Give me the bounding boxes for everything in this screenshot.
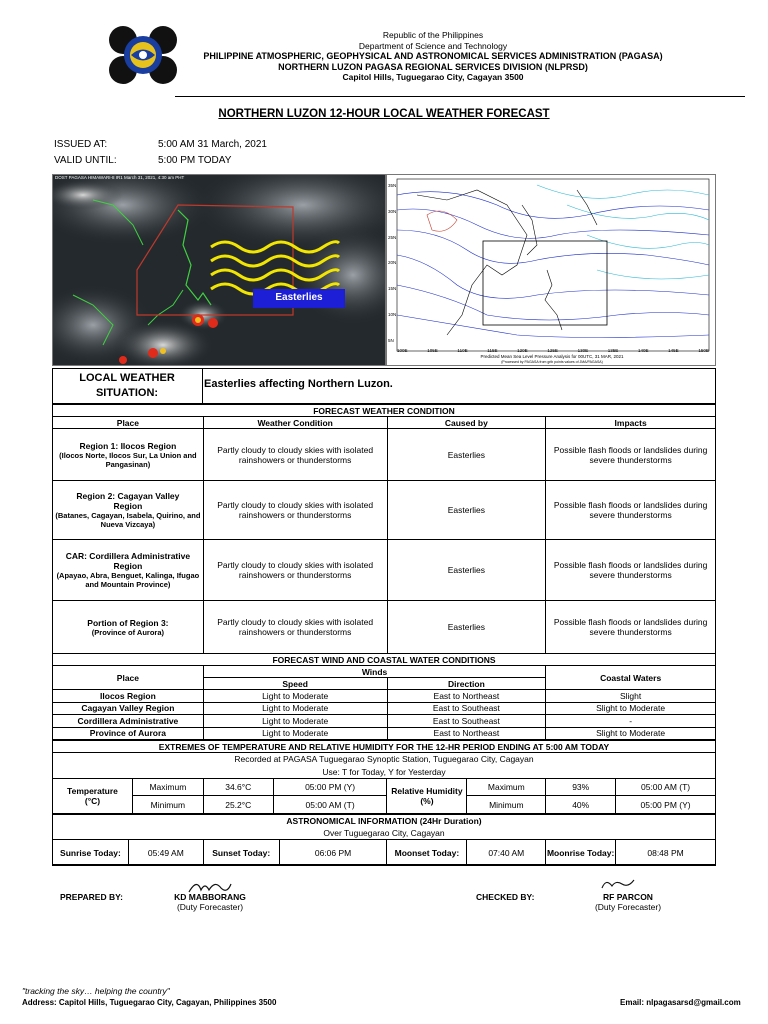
- extremes-table: [52, 740, 716, 814]
- place-name: Region 1: Ilocos Region: [79, 440, 177, 451]
- temp-max-label: Maximum: [132, 779, 203, 796]
- valid-value: 5:00 PM TODAY: [158, 155, 232, 166]
- address-line: Capitol Hills, Tuguegarao City, Cagayan 3500: [342, 72, 524, 82]
- easterlies-label: Easterlies: [275, 292, 323, 303]
- checked-by-label: CHECKED BY:: [476, 892, 535, 902]
- table-row: [53, 702, 716, 715]
- prepared-by-label: PREPARED BY:: [60, 892, 123, 902]
- prepared-role: (Duty Forecaster): [176, 902, 244, 912]
- cause-cell: Easterlies: [387, 481, 546, 540]
- moonrise-label: Moonrise Today:: [546, 840, 616, 866]
- impact-cell: Possible flash floods or landslides during severe thunderstorms: [546, 429, 716, 481]
- satellite-image: [52, 174, 386, 366]
- table-row: [53, 481, 716, 540]
- extremes-recorded: Recorded at PAGASA Tuguegarao Synoptic Station, Tuguegarao City, Cagayan: [53, 753, 716, 766]
- footer-tagline: "tracking the sky… helping the country": [22, 986, 170, 996]
- place-name: CAR: Cordillera Administrative: [65, 551, 191, 561]
- place-provinces: (Batanes, Cagayan, Isabela, Quirino, and Nueva Vizcaya): [55, 511, 201, 529]
- lon-label: 120E: [517, 348, 528, 353]
- wind-place: Province of Aurora: [53, 727, 204, 740]
- fwc-header-place: Place: [53, 417, 204, 429]
- wind-section-title: FORECAST WIND AND COASTAL WATER CONDITIONS: [53, 654, 716, 666]
- valid-label: VALID UNTIL:: [54, 155, 117, 166]
- rh-label: Relative Humidity (%): [387, 779, 467, 814]
- table-row: [53, 429, 716, 481]
- prepared-name: KD MABBORANG: [174, 892, 246, 902]
- situation-value: Easterlies affecting Northern Luzon.: [204, 378, 393, 390]
- mslp-lon-labels: [397, 348, 709, 353]
- extremes-use-note: Use: T for Today, Y for Yesterday: [53, 766, 716, 779]
- place-name-cont: Region: [113, 561, 143, 571]
- lat-label: 15N: [388, 286, 397, 292]
- place-cell: [53, 540, 204, 601]
- situation-label-line1: LOCAL WEATHER: [79, 372, 175, 384]
- moonset-value: 07:40 AM: [467, 840, 546, 866]
- sunrise-value: 05:49 AM: [128, 840, 203, 866]
- rh-min-label: Minimum: [467, 796, 546, 814]
- place-cell: [53, 429, 204, 481]
- cause-cell: Easterlies: [387, 429, 546, 481]
- issued-value: 5:00 AM 31 March, 2021: [158, 139, 267, 150]
- cause-cell: Easterlies: [387, 540, 546, 601]
- pressure-analysis-graphic: [387, 175, 716, 366]
- table-row: [53, 690, 716, 703]
- wind-speed: Light to Moderate: [203, 702, 387, 715]
- temp-max-value: 34.6°C: [203, 779, 273, 796]
- situation-label: [52, 368, 203, 404]
- local-weather-situation: [52, 368, 716, 404]
- agency-line: PHILIPPINE ATMOSPHERIC, GEOPHYSICAL AND ASTRONOMICAL SERVICES ADMINISTRATION (PAGASA): [203, 51, 663, 61]
- letterhead: [105, 22, 675, 88]
- wind-direction: East to Southeast: [387, 715, 546, 728]
- satellite-caption: DOST PAGASA HIMAWARI-8 IR1 March 31, 2021, 4:30 am PHT: [55, 175, 185, 180]
- impact-cell: Possible flash floods or landslides during severe thunderstorms: [546, 601, 716, 654]
- temp-max-time: 05:00 PM (Y): [273, 779, 387, 796]
- pagasa-logo: [105, 24, 181, 86]
- wind-place: Cordillera Administrative: [53, 715, 204, 728]
- lon-label: 115E: [487, 348, 498, 353]
- footer-email: Email: nlpagasarsd@gmail.com: [620, 998, 741, 1007]
- lon-label: 140E: [637, 348, 649, 353]
- condition-cell: Partly cloudy to cloudy skies with isolated rainshowers or thunderstorms: [203, 540, 387, 601]
- page-title: NORTHERN LUZON 12-HOUR LOCAL WEATHER FORECAST: [218, 108, 550, 120]
- fwc-header-cause: Caused by: [387, 417, 546, 429]
- temp-min-label: Minimum: [132, 796, 203, 814]
- pressure-analysis-map: [386, 174, 716, 366]
- checked-signature: [598, 874, 638, 894]
- prepared-by-block: [160, 892, 260, 912]
- lon-label: 145E: [668, 348, 679, 353]
- coastal-waters: Slight to Moderate: [546, 702, 716, 715]
- sunset-value: 06:06 PM: [279, 840, 387, 866]
- place-provinces: (Ilocos Norte, Ilocos Sur, La Union and Pangasinan): [59, 450, 197, 469]
- impact-cell: Possible flash floods or landslides during severe thunderstorms: [546, 481, 716, 540]
- condition-cell: Partly cloudy to cloudy skies with isolated rainshowers or thunderstorms: [203, 601, 387, 654]
- mslp-subcaption: (Processed by PAGASA from grib points values of JMA/PAGASA): [501, 360, 603, 364]
- lon-label: 110E: [457, 348, 468, 353]
- temperature-label-text: Temperature: [67, 786, 118, 796]
- fwc-header-impacts: Impacts: [546, 417, 716, 429]
- checked-name: RF PARCON: [603, 892, 653, 902]
- department-line: Department of Science and Technology: [358, 40, 508, 51]
- lat-label: 35N: [388, 183, 397, 188]
- lat-label: 25N: [388, 234, 397, 240]
- fwc-header-condition: Weather Condition: [203, 417, 387, 429]
- rh-max-value: 93%: [546, 779, 616, 796]
- issued-label: ISSUED AT:: [54, 139, 108, 150]
- lat-label: 20N: [388, 260, 397, 266]
- coastal-waters: Slight to Moderate: [546, 727, 716, 740]
- condition-cell: Partly cloudy to cloudy skies with isolated rainshowers or thunderstorms: [203, 429, 387, 481]
- fwc-section-title: FORECAST WEATHER CONDITION: [53, 405, 716, 417]
- lon-label: 135E: [607, 348, 619, 353]
- extremes-section-title: EXTREMES OF TEMPERATURE AND RELATIVE HUMIDITY FOR THE 12-HR PERIOD ENDING AT 5:00 AM TODAY: [53, 741, 716, 753]
- place-cell: [53, 481, 204, 540]
- republic-line: Republic of the Philippines: [382, 30, 484, 40]
- moonset-label: Moonset Today:: [387, 840, 467, 866]
- coastal-waters: Slight: [546, 690, 716, 703]
- wind-direction: East to Northeast: [387, 727, 546, 740]
- place-provinces: (Province of Aurora): [91, 627, 165, 637]
- rh-min-time: 05:00 PM (Y): [616, 796, 716, 814]
- header-divider: [175, 96, 745, 97]
- rh-max-time: 05:00 AM (T): [616, 779, 716, 796]
- table-row: [53, 715, 716, 728]
- astro-section-title: ASTRONOMICAL INFORMATION (24Hr Duration): [53, 815, 716, 827]
- temp-min-time: 05:00 AM (T): [273, 796, 387, 814]
- checked-role: (Duty Forecaster): [594, 902, 662, 912]
- lon-label: 105E: [427, 348, 438, 353]
- lon-label: 125E: [547, 348, 558, 353]
- lon-label: 130E: [577, 348, 589, 353]
- wind-speed: Light to Moderate: [203, 727, 387, 740]
- checked-by-block: [578, 892, 678, 912]
- lat-label: 10N: [388, 312, 397, 318]
- wind-speed: Light to Moderate: [203, 715, 387, 728]
- wind-place: Ilocos Region: [53, 690, 204, 703]
- forecast-weather-table: [52, 404, 716, 654]
- situation-label-line2: SITUATION:: [95, 387, 159, 399]
- wind-header-speed: Speed: [203, 678, 387, 690]
- table-row: [53, 540, 716, 601]
- sunset-label: Sunset Today:: [203, 840, 279, 866]
- place-name-cont: Region: [113, 501, 143, 511]
- temperature-label: [53, 779, 133, 814]
- astro-location: Over Tuguegarao City, Cagayan: [53, 827, 716, 840]
- wind-header-winds: Winds: [203, 666, 545, 678]
- table-row: [53, 601, 716, 654]
- agency-header-text: [183, 30, 683, 83]
- wind-header-place: Place: [53, 666, 204, 690]
- temp-min-value: 25.2°C: [203, 796, 273, 814]
- astronomical-table: [52, 814, 716, 866]
- lon-label: 100E: [397, 348, 408, 353]
- rh-min-value: 40%: [546, 796, 616, 814]
- lat-label: 5N: [388, 337, 394, 343]
- table-row: [53, 727, 716, 740]
- impact-cell: Possible flash floods or landslides during severe thunderstorms: [546, 540, 716, 601]
- wind-speed: Light to Moderate: [203, 690, 387, 703]
- moonrise-value: 08:48 PM: [616, 840, 716, 866]
- wind-direction: East to Southeast: [387, 702, 546, 715]
- wind-header-coastal: Coastal Waters: [546, 666, 716, 690]
- wind-direction: East to Northeast: [387, 690, 546, 703]
- footer-address: Address: Capitol Hills, Tuguegarao City, Cagayan, Philippines 3500: [22, 998, 277, 1007]
- wind-place: Cagayan Valley Region: [53, 702, 204, 715]
- issue-info: [54, 137, 267, 169]
- wind-coastal-table: [52, 653, 716, 740]
- coastal-waters: -: [546, 715, 716, 728]
- condition-cell: Partly cloudy to cloudy skies with isolated rainshowers or thunderstorms: [203, 481, 387, 540]
- rh-max-label: Maximum: [467, 779, 546, 796]
- mslp-caption: Predicted Mean Sea Level Pressure Analysis for 00UTC, 31 MAR, 2021: [480, 354, 624, 359]
- place-name: Portion of Region 3:: [87, 617, 169, 628]
- wind-header-direction: Direction: [387, 678, 546, 690]
- lat-label: 30N: [388, 208, 397, 214]
- sunrise-label: Sunrise Today:: [53, 840, 129, 866]
- satellite-image-graphic: [53, 175, 386, 366]
- place-provinces: (Apayao, Abra, Benguet, Kalinga, Ifugao and Mountain Province): [56, 571, 200, 589]
- cause-cell: Easterlies: [387, 601, 546, 654]
- place-name: Region 2: Cagayan Valley: [76, 491, 180, 501]
- mslp-lat-labels: [388, 183, 396, 343]
- temperature-unit: (°C): [84, 796, 101, 806]
- division-line: NORTHERN LUZON PAGASA REGIONAL SERVICES DIVISION (NLPRSD): [278, 61, 588, 72]
- place-cell: [53, 601, 204, 654]
- lon-label: 150E: [698, 348, 709, 353]
